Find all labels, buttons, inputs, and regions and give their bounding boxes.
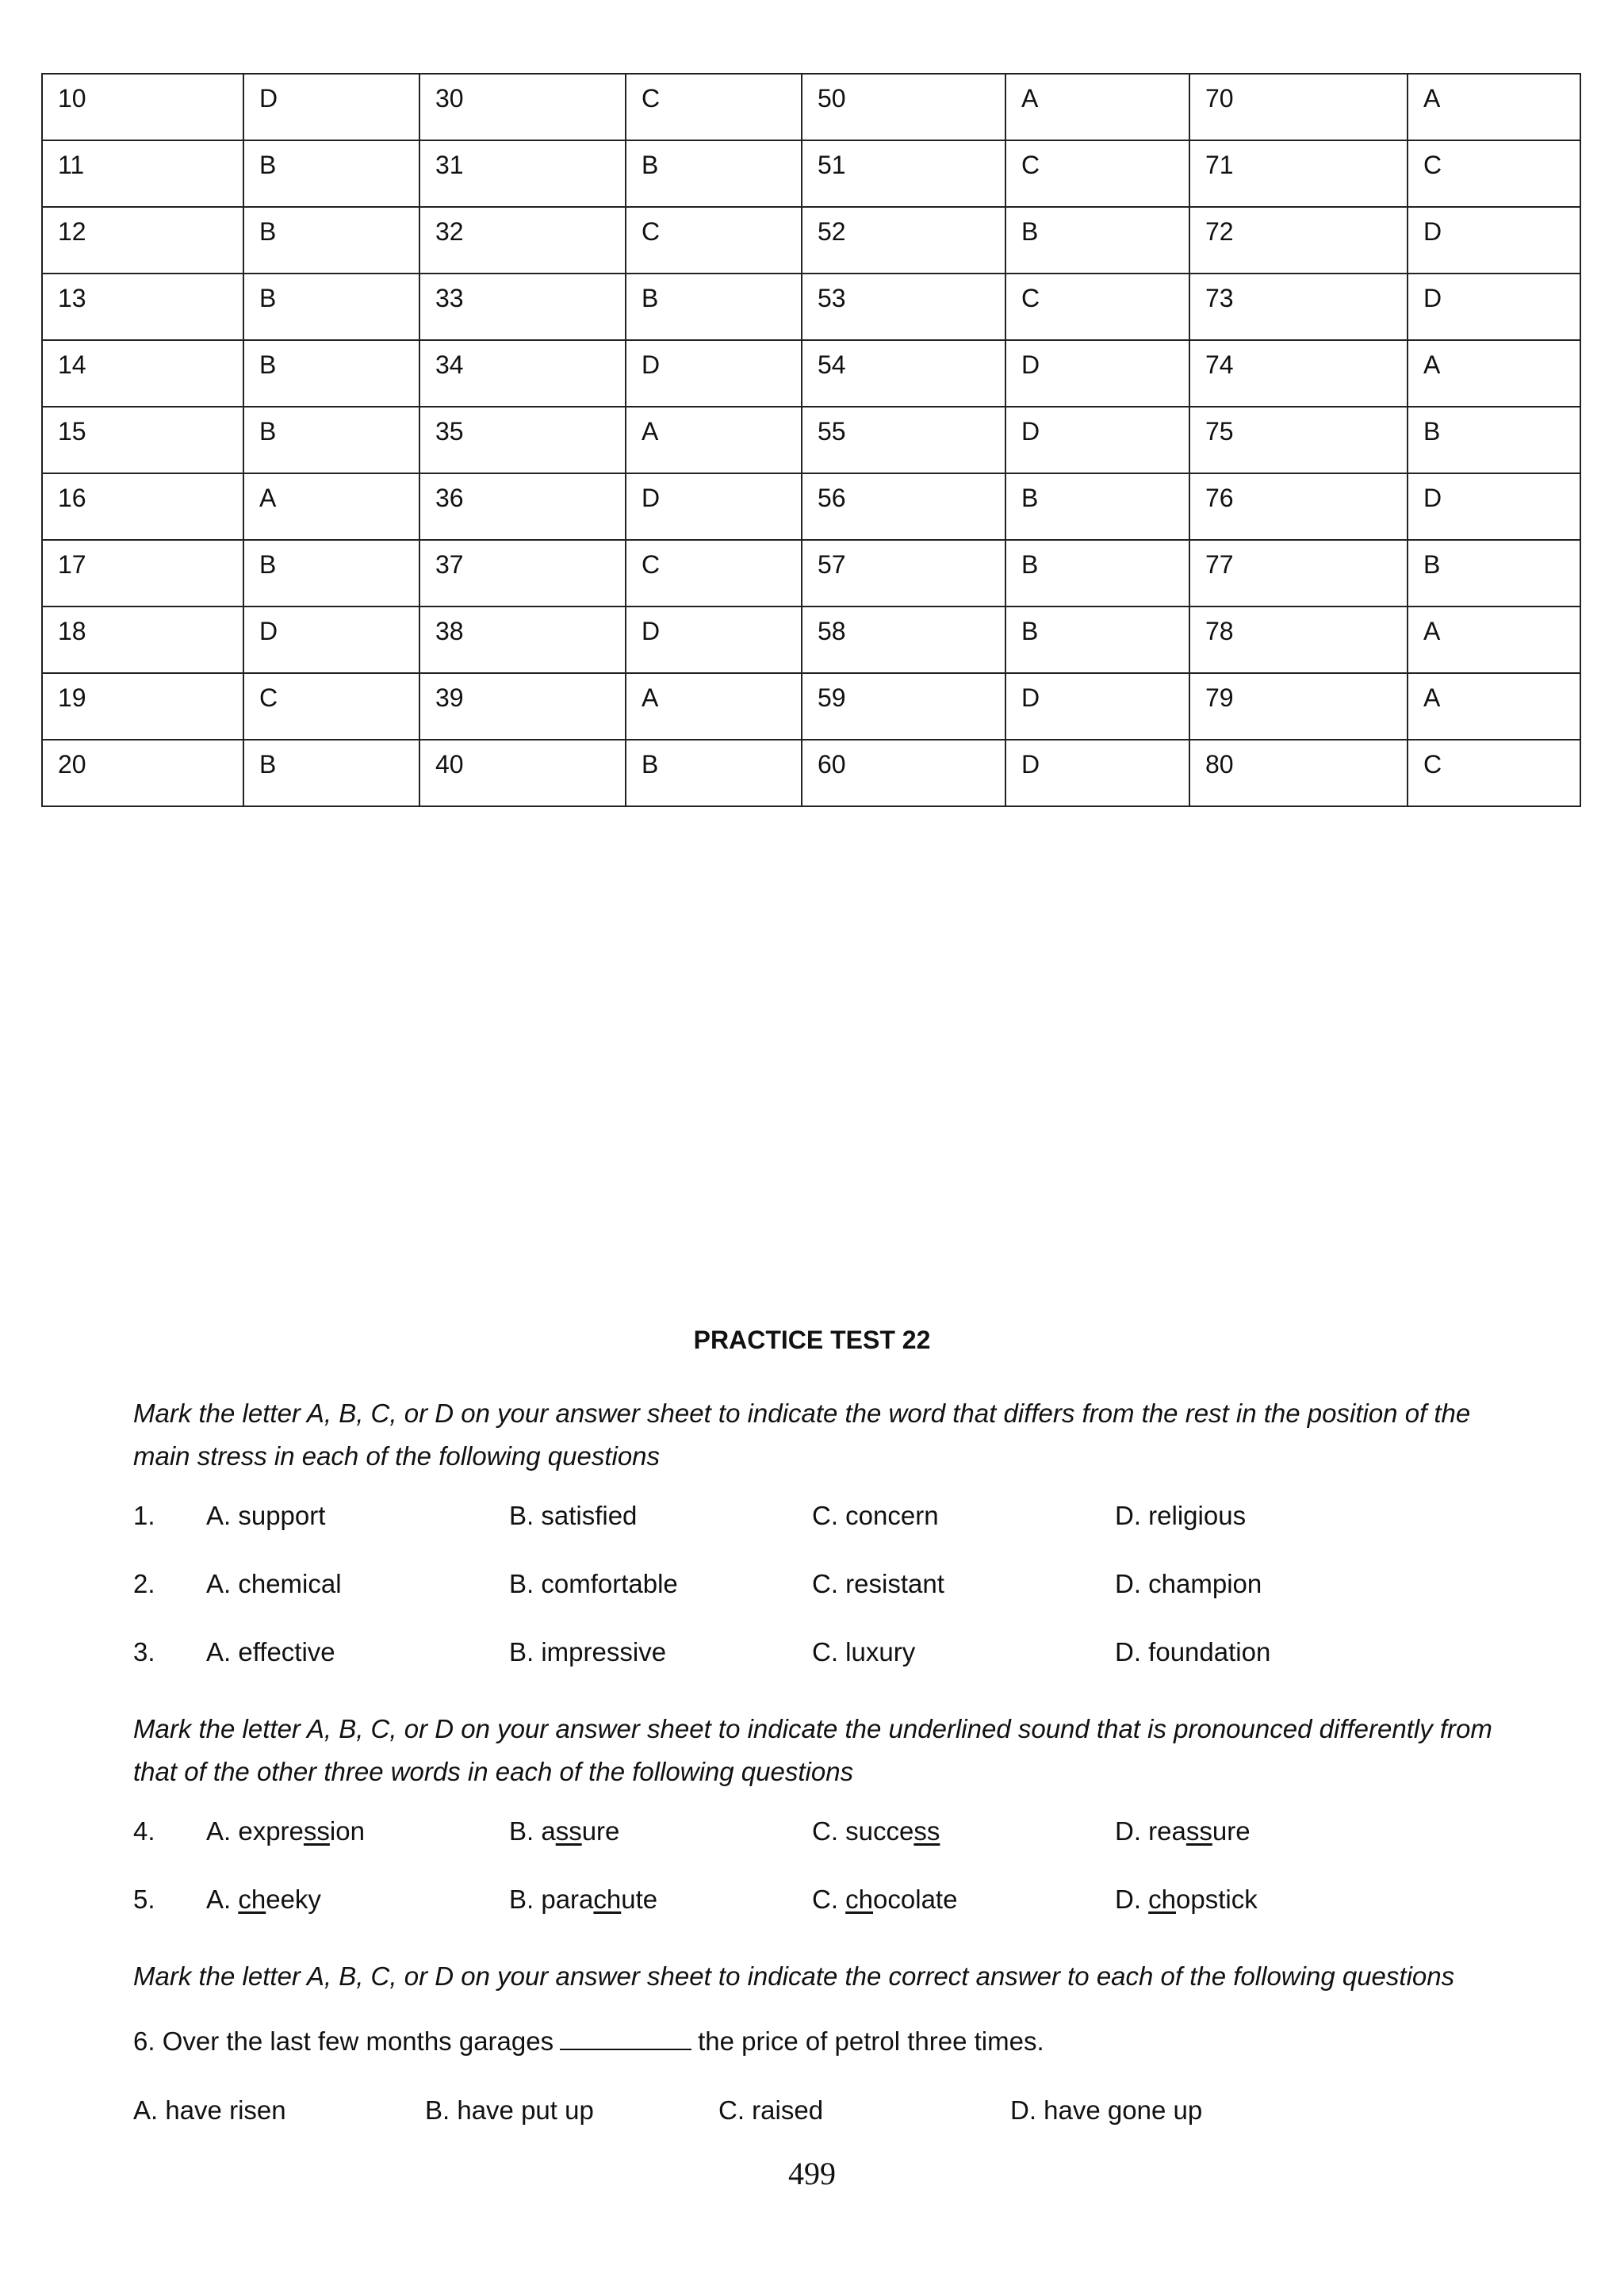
answer-cell: B	[243, 140, 419, 207]
correct-answer-instruction: Mark the letter A, B, C, or D on your answer sheet to indicate the correct answer to each of the following questions	[133, 1961, 1455, 1991]
option-d: D. foundation	[1115, 1637, 1271, 1667]
question-number: 3.	[133, 1637, 155, 1667]
question-number-cell: 76	[1189, 473, 1408, 540]
option-text: ure	[1212, 1816, 1251, 1846]
answer-blank	[560, 2026, 691, 2050]
option-a	[206, 1816, 365, 1846]
question-number-cell: 40	[419, 740, 626, 806]
question-number-cell: 51	[802, 140, 1005, 207]
answer-cell: D	[626, 340, 802, 407]
question-number-cell: 13	[42, 274, 243, 340]
answer-cell: B	[626, 740, 802, 806]
page-number: 499	[788, 2156, 836, 2191]
option-text: C. succe	[812, 1816, 914, 1846]
answer-cell: A	[1408, 340, 1580, 407]
answer-cell: D	[1005, 673, 1189, 740]
answer-cell: C	[626, 74, 802, 140]
answer-cell: A	[1005, 74, 1189, 140]
table-row	[42, 540, 1580, 607]
question-number-cell: 33	[419, 274, 626, 340]
option-text: C.	[812, 1885, 846, 1914]
option-d	[1115, 1885, 1258, 1915]
option-d: D. have gone up	[1010, 2095, 1203, 2125]
question-number-cell: 37	[419, 540, 626, 607]
table-row	[42, 207, 1580, 274]
answer-cell: A	[626, 407, 802, 473]
question-number-cell: 39	[419, 673, 626, 740]
answer-cell: B	[1005, 473, 1189, 540]
question-5	[133, 1885, 1561, 1927]
option-text: A. expre	[206, 1816, 304, 1846]
table-row	[42, 340, 1580, 407]
underlined-sound: ss	[914, 1816, 940, 1846]
option-c	[812, 1885, 957, 1915]
answer-cell: D	[1408, 274, 1580, 340]
question-number: 5.	[133, 1885, 155, 1914]
answer-cell: B	[243, 207, 419, 274]
answer-cell: B	[626, 274, 802, 340]
answer-key-table	[41, 73, 1581, 807]
option-text: ure	[581, 1816, 620, 1846]
underlined-sound: ch	[845, 1885, 874, 1914]
answer-cell: B	[1408, 540, 1580, 607]
question-number-cell: 80	[1189, 740, 1408, 806]
sound-instruction: Mark the letter A, B, C, or D on your answer sheet to indicate the underlined sound that is pronounced differently from that of the other three words in each of the following questions	[133, 1714, 1492, 1786]
answer-cell: D	[1408, 207, 1580, 274]
question-number-cell: 36	[419, 473, 626, 540]
question-number-cell: 71	[1189, 140, 1408, 207]
answer-cell: A	[1408, 673, 1580, 740]
table-row	[42, 740, 1580, 806]
answer-cell: B	[243, 274, 419, 340]
table-row	[42, 74, 1580, 140]
question-number-cell: 73	[1189, 274, 1408, 340]
stress-instruction: Mark the letter A, B, C, or D on your answer sheet to indicate the word that differs from the rest in the position of the main stress in each of the following questions	[133, 1399, 1471, 1471]
answer-cell: C	[626, 207, 802, 274]
underlined-sound: ch	[238, 1885, 266, 1914]
question-6	[133, 2026, 1044, 2057]
question-number-cell: 35	[419, 407, 626, 473]
question-number-cell: 18	[42, 607, 243, 673]
table-row	[42, 140, 1580, 207]
option-c: C. concern	[812, 1501, 939, 1530]
answer-cell: B	[243, 407, 419, 473]
question-6-options	[133, 2095, 1561, 2138]
option-c	[812, 1816, 940, 1846]
answer-cell: B	[1005, 540, 1189, 607]
question-number-cell: 38	[419, 607, 626, 673]
option-text: ute	[621, 1885, 658, 1914]
question-number-cell: 75	[1189, 407, 1408, 473]
question-number: 1.	[133, 1501, 155, 1530]
answer-cell: D	[1408, 473, 1580, 540]
underlined-sound: ss	[303, 1816, 330, 1846]
answer-cell: A	[243, 473, 419, 540]
question-number-cell: 59	[802, 673, 1005, 740]
question-number-cell: 79	[1189, 673, 1408, 740]
question-number-cell: 34	[419, 340, 626, 407]
option-c: C. resistant	[812, 1569, 944, 1598]
option-d	[1115, 1816, 1251, 1846]
question-number-cell: 52	[802, 207, 1005, 274]
underlined-sound: ss	[1185, 1816, 1212, 1846]
table-row	[42, 607, 1580, 673]
option-text: B. a	[509, 1816, 556, 1846]
answer-cell: C	[1005, 140, 1189, 207]
question-3	[133, 1637, 1561, 1680]
table-row	[42, 274, 1580, 340]
question-number: 4.	[133, 1816, 155, 1846]
question-number-cell: 14	[42, 340, 243, 407]
answer-cell: A	[1408, 607, 1580, 673]
question-number-cell: 56	[802, 473, 1005, 540]
question-number-cell: 15	[42, 407, 243, 473]
question-number-cell: 74	[1189, 340, 1408, 407]
answer-cell: C	[1408, 740, 1580, 806]
question-number-cell: 55	[802, 407, 1005, 473]
answer-cell: C	[1005, 274, 1189, 340]
table-row	[42, 673, 1580, 740]
option-c: C. luxury	[812, 1637, 916, 1667]
option-c: C. raised	[718, 2095, 824, 2125]
option-text: eeky	[266, 1885, 321, 1914]
underlined-sound: ch	[593, 1885, 622, 1914]
option-a: A. support	[206, 1501, 326, 1530]
question-number-cell: 19	[42, 673, 243, 740]
option-b	[509, 1885, 657, 1915]
answer-cell: D	[626, 473, 802, 540]
practice-test-title: PRACTICE TEST 22	[693, 1326, 931, 1354]
option-text: D.	[1115, 1885, 1149, 1914]
answer-cell: C	[243, 673, 419, 740]
question-number-cell: 17	[42, 540, 243, 607]
option-b	[509, 1816, 619, 1846]
question-number-cell: 50	[802, 74, 1005, 140]
option-b: B. comfortable	[509, 1569, 678, 1598]
question-number-cell: 10	[42, 74, 243, 140]
question-number-cell: 20	[42, 740, 243, 806]
option-a: A. effective	[206, 1637, 335, 1667]
option-text: B. para	[509, 1885, 594, 1914]
table-row	[42, 473, 1580, 540]
option-text: D. rea	[1115, 1816, 1186, 1846]
option-a: A. have risen	[133, 2095, 286, 2125]
answer-cell: B	[1408, 407, 1580, 473]
question-4	[133, 1816, 1561, 1859]
option-text: ocolate	[873, 1885, 958, 1914]
question-number-cell: 70	[1189, 74, 1408, 140]
answer-cell: B	[243, 540, 419, 607]
answer-cell: C	[626, 540, 802, 607]
question-number: 2.	[133, 1569, 155, 1598]
answer-cell: B	[1005, 207, 1189, 274]
answer-cell: B	[243, 740, 419, 806]
table-row	[42, 407, 1580, 473]
question-number-cell: 57	[802, 540, 1005, 607]
question-number-cell: 54	[802, 340, 1005, 407]
question-number-cell: 77	[1189, 540, 1408, 607]
option-a	[206, 1885, 321, 1915]
question-number-cell: 30	[419, 74, 626, 140]
question-6-before: 6. Over the last few months garages	[133, 2026, 554, 2056]
underlined-sound: ss	[555, 1816, 582, 1846]
answer-cell: B	[243, 340, 419, 407]
option-text: A.	[206, 1885, 239, 1914]
question-number-cell: 11	[42, 140, 243, 207]
answer-cell: D	[1005, 340, 1189, 407]
answer-cell: D	[243, 74, 419, 140]
question-number-cell: 16	[42, 473, 243, 540]
answer-cell: A	[626, 673, 802, 740]
question-number-cell: 78	[1189, 607, 1408, 673]
option-text: ion	[329, 1816, 365, 1846]
question-2	[133, 1569, 1561, 1612]
answer-cell: D	[1005, 407, 1189, 473]
option-b: B. impressive	[509, 1637, 667, 1667]
question-number-cell: 60	[802, 740, 1005, 806]
answer-cell: D	[1005, 740, 1189, 806]
question-number-cell: 58	[802, 607, 1005, 673]
answer-cell: C	[1408, 140, 1580, 207]
question-number-cell: 31	[419, 140, 626, 207]
option-d: D. religious	[1115, 1501, 1247, 1530]
option-b: B. have put up	[425, 2095, 594, 2125]
question-1	[133, 1501, 1561, 1544]
option-a: A. chemical	[206, 1569, 342, 1598]
answer-cell: B	[626, 140, 802, 207]
answer-cell: D	[243, 607, 419, 673]
question-number-cell: 72	[1189, 207, 1408, 274]
option-b: B. satisfied	[509, 1501, 638, 1530]
option-text: opstick	[1176, 1885, 1258, 1914]
question-number-cell: 12	[42, 207, 243, 274]
question-6-after: the price of petrol three times.	[698, 2026, 1044, 2056]
question-number-cell: 53	[802, 274, 1005, 340]
answer-cell: A	[1408, 74, 1580, 140]
answer-cell: D	[626, 607, 802, 673]
option-d: D. champion	[1115, 1569, 1262, 1598]
underlined-sound: ch	[1148, 1885, 1177, 1914]
question-number-cell: 32	[419, 207, 626, 274]
answer-cell: B	[1005, 607, 1189, 673]
